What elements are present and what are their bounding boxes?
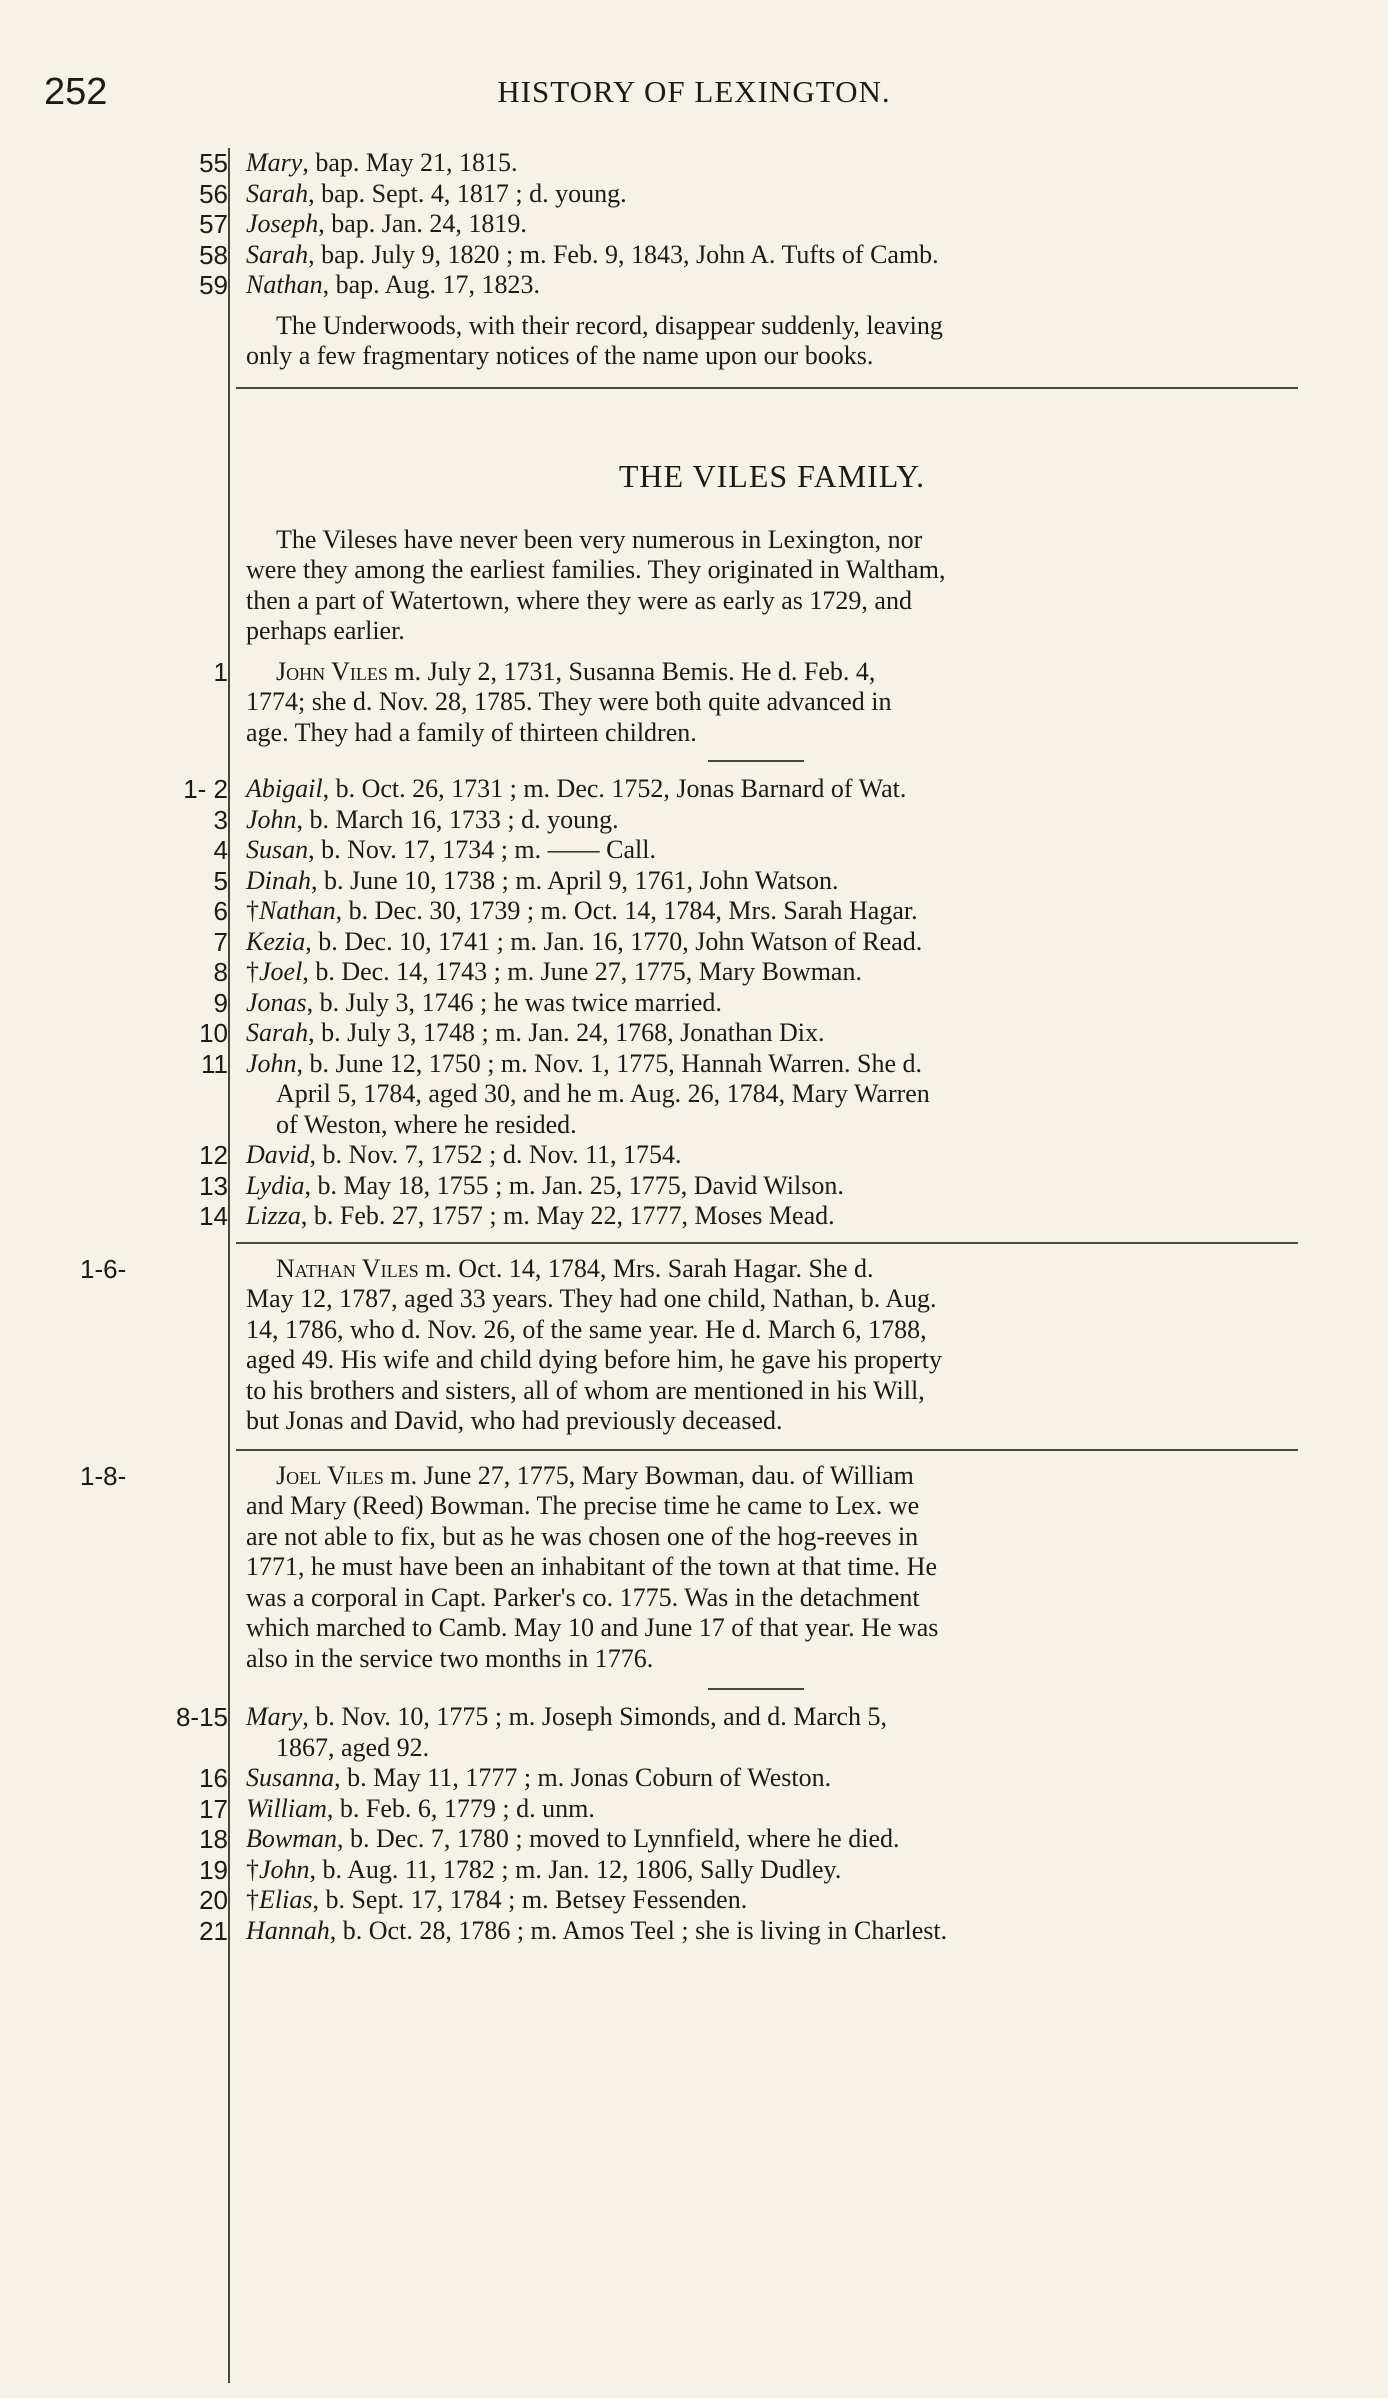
page-number: 252 [44,71,108,113]
john-child-entry [246,988,1298,1018]
john-viles-line: 1774; she d. Nov. 28, 1785. They were both quite advanced in [246,687,892,716]
child-details: , b. Dec. 7, 1780 ; moved to Lynnfield, where he died. [337,1824,900,1853]
short-rule [708,760,804,762]
child-name: John [246,1048,297,1078]
child-name: Mary [246,1702,303,1731]
joel-child-entry [246,1794,1298,1824]
john-child-entry [246,774,1298,804]
john-child-entry [246,1201,1298,1231]
child-name: David [246,1140,310,1169]
child-name: Nathan [259,896,336,925]
child-name: Bowman [246,1824,337,1853]
entry-number: 8-15 [175,1702,228,1732]
person-name: Nathan Viles [276,1253,419,1283]
joel-viles-line: also in the service two months in 1776. [246,1643,654,1673]
underwood-note-line: The Underwoods, with their record, disappear suddenly, leaving [276,310,943,340]
child-details: , b. June 10, 1738 ; m. April 9, 1761, John Watson. [311,865,839,895]
child-name: Joel [259,957,303,986]
underwood-child-entry [246,270,1298,300]
underwood-child-entry [246,209,1298,239]
entry-number: 10 [199,1018,228,1048]
john-child-entry [246,1049,1298,1079]
nathan-viles-line: May 12, 1787, aged 33 years. They had one child, Nathan, b. Aug. [246,1284,937,1313]
john-viles-line: age. They had a family of thirteen children. [246,717,697,747]
child-details: , b. Nov. 17, 1734 ; m. —— Call. [308,835,656,864]
joel-child-entry [246,1916,1298,1946]
section-rule [236,1242,1298,1244]
child-details: , b. Oct. 26, 1731 ; m. Dec. 1752, Jonas Barnard of Wat. [322,774,907,803]
john-child-entry [246,957,1298,987]
child-details: , b. Dec. 14, 1743 ; m. June 27, 1775, Mary Bowman. [302,957,862,986]
entry-number: 55 [199,148,228,178]
john-child-entry [246,896,1298,926]
short-rule [708,1688,804,1690]
person-name: John Viles [276,656,388,686]
entry-number: 1- 2 [183,774,228,804]
joel-viles-line: was a corporal in Capt. Parker's co. 1775. Was in the detachment [246,1582,920,1612]
john-child-entry [246,1018,1298,1048]
child-name: Hannah [246,1915,330,1945]
john-viles-first-line [276,657,1328,687]
entry-number: 1-8- [80,1460,127,1491]
john-child-entry [246,1140,1298,1170]
child-name: Jonas [246,987,307,1017]
entry-number: 9 [213,987,228,1018]
child-details: , b. June 12, 1750 ; m. Nov. 1, 1775, Hannah Warren. She d. [296,1048,922,1078]
dagger-mark: † [246,896,259,925]
joel-viles-line: are not able to fix, but as he was chosen one of the hog-reeves in [246,1521,919,1551]
entry-continuation: of Weston, where he resided. [276,1109,577,1139]
entry-number: 6 [213,896,228,926]
child-name: Mary [246,148,303,177]
child-details: , b. May 18, 1755 ; m. Jan. 25, 1775, David Wilson. [304,1170,844,1200]
intro-paragraph-line: perhaps earlier. [246,616,405,645]
child-name: Lizza [246,1201,301,1230]
child-details: , b. July 3, 1746 ; he was twice married. [306,987,722,1017]
entry-number: 12 [199,1140,228,1170]
child-details: , b. Sept. 17, 1784 ; m. Betsey Fessenden. [312,1885,748,1914]
child-details: , b. Nov. 10, 1775 ; m. Joseph Simonds, and d. March 5, [302,1702,888,1731]
section-title: THE VILES FAMILY. [618,457,926,494]
child-name: Sarah [246,239,309,269]
entry-number: 11 [201,1048,228,1079]
child-name: Abigail [246,774,323,803]
child-details: , bap. May 21, 1815. [302,148,518,177]
joel-viles-first-line [276,1461,1328,1491]
child-name: William [246,1793,327,1823]
john-child-entry [246,1171,1298,1201]
entry-number: 57 [199,209,228,239]
nathan-viles-line: aged 49. His wife and child dying before him, he gave his property [246,1345,943,1374]
nathan-viles-line: 14, 1786, who d. Nov. 26, of the same year. He d. March 6, 1788, [246,1314,927,1344]
child-details: , b. Dec. 10, 1741 ; m. Jan. 16, 1770, John Watson of Read. [305,926,923,956]
intro-paragraph-line: were they among the earliest families. They originated in Waltham, [246,555,946,584]
child-name: Susan [246,835,309,864]
entry-number: 20 [199,1885,228,1915]
joel-child-entry [246,1763,1298,1793]
child-name: John [246,804,297,834]
child-details: , bap. Sept. 4, 1817 ; d. young. [308,178,627,208]
child-name: Sarah [246,178,309,208]
entry-number: 19 [199,1854,228,1885]
underwood-note-line: only a few fragmentary notices of the name upon our books. [246,341,874,370]
john-child-entry [246,835,1298,865]
child-details: , b. Nov. 7, 1752 ; d. Nov. 11, 1754. [309,1140,682,1169]
child-details: , b. Oct. 28, 1786 ; m. Amos Teel ; she is living in Charlest. [329,1915,948,1945]
entry-continuation: April 5, 1784, aged 30, and he m. Aug. 26, 1784, Mary Warren [276,1079,930,1108]
child-details: , bap. July 9, 1820 ; m. Feb. 9, 1843, John A. Tufts of Camb. [308,239,939,269]
entry-number: 8 [213,957,228,987]
child-name: Nathan [246,270,323,299]
nathan-viles-first-line [276,1254,1328,1284]
column-divider [228,148,230,2383]
nathan-viles-line: to his brothers and sisters, all of whom are mentioned in his Will, [246,1375,925,1405]
entry-number: 5 [213,865,228,896]
underwood-child-entry [246,240,1298,270]
child-name: Dinah [246,865,311,895]
child-name: John [259,1854,310,1884]
joel-child-entry [246,1885,1298,1915]
entry-number: 21 [199,1915,228,1946]
dagger-mark: † [246,1854,259,1884]
child-name: Sarah [246,1018,309,1047]
bio-text: m. June 27, 1775, Mary Bowman, dau. of William [383,1460,914,1490]
bio-text: m. Oct. 14, 1784, Mrs. Sarah Hagar. She d. [418,1253,874,1283]
entry-number: 56 [199,178,228,209]
entry-number: 58 [199,239,228,270]
child-details: , b. Dec. 30, 1739 ; m. Oct. 14, 1784, Mrs. Sarah Hagar. [335,896,918,925]
entry-number: 59 [199,270,228,300]
child-details: , b. May 11, 1777 ; m. Jonas Coburn of Weston. [334,1763,832,1792]
entry-number: 4 [213,835,228,865]
entry-number: 16 [199,1763,228,1793]
dagger-mark: † [246,1885,259,1914]
person-name: Joel Viles [276,1460,384,1490]
entry-number: 18 [199,1824,228,1854]
bio-text: m. July 2, 1731, Susanna Bemis. He d. Feb. 4, [387,656,876,686]
entry-number: 1-6- [80,1253,127,1284]
entry-number: 1 [213,656,228,687]
entry-number: 7 [213,926,228,957]
child-name: Susanna [246,1763,335,1792]
child-details: , b. March 16, 1733 ; d. young. [296,804,619,834]
section-rule [236,1449,1298,1451]
john-child-entry [246,927,1298,957]
joel-viles-line: and Mary (Reed) Bowman. The precise time he came to Lex. we [246,1491,920,1520]
section-rule [236,387,1298,389]
joel-viles-line: which marched to Camb. May 10 and June 17 of that year. He was [246,1613,939,1642]
entry-number: 14 [199,1201,228,1231]
intro-paragraph-line: The Vileses have never been very numerous in Lexington, nor [276,524,923,554]
underwood-child-entry [246,179,1298,209]
child-name: Joseph [246,209,319,238]
child-name: Kezia [246,926,306,956]
child-name: Lydia [246,1170,305,1200]
child-details: , b. Aug. 11, 1782 ; m. Jan. 12, 1806, Sally Dudley. [309,1854,842,1884]
child-details: , b. Feb. 6, 1779 ; d. unm. [326,1793,595,1823]
child-name: Elias [259,1885,313,1914]
entry-continuation: 1867, aged 92. [276,1732,430,1762]
entry-number: 13 [199,1170,228,1201]
joel-child-entry [246,1855,1298,1885]
child-details: , b. July 3, 1748 ; m. Jan. 24, 1768, Jonathan Dix. [308,1018,825,1047]
entry-number: 3 [213,804,228,835]
running-title: HISTORY OF LEXINGTON. [497,74,891,109]
dagger-mark: † [246,957,259,986]
child-details: , b. Feb. 27, 1757 ; m. May 22, 1777, Moses Mead. [300,1201,835,1230]
entry-number: 17 [199,1793,228,1824]
joel-child-entry [246,1702,1298,1732]
page-header [44,70,1344,114]
child-details: , bap. Jan. 24, 1819. [318,209,527,238]
john-child-entry [246,805,1298,835]
joel-viles-line: 1771, he must have been an inhabitant of the town at that time. He [246,1552,937,1581]
nathan-viles-line: but Jonas and David, who had previously deceased. [246,1406,783,1435]
child-details: , bap. Aug. 17, 1823. [322,270,540,299]
intro-paragraph-line: then a part of Watertown, where they were as early as 1729, and [246,585,912,615]
john-child-entry [246,866,1298,896]
underwood-child-entry [246,148,1298,178]
joel-child-entry [246,1824,1298,1854]
